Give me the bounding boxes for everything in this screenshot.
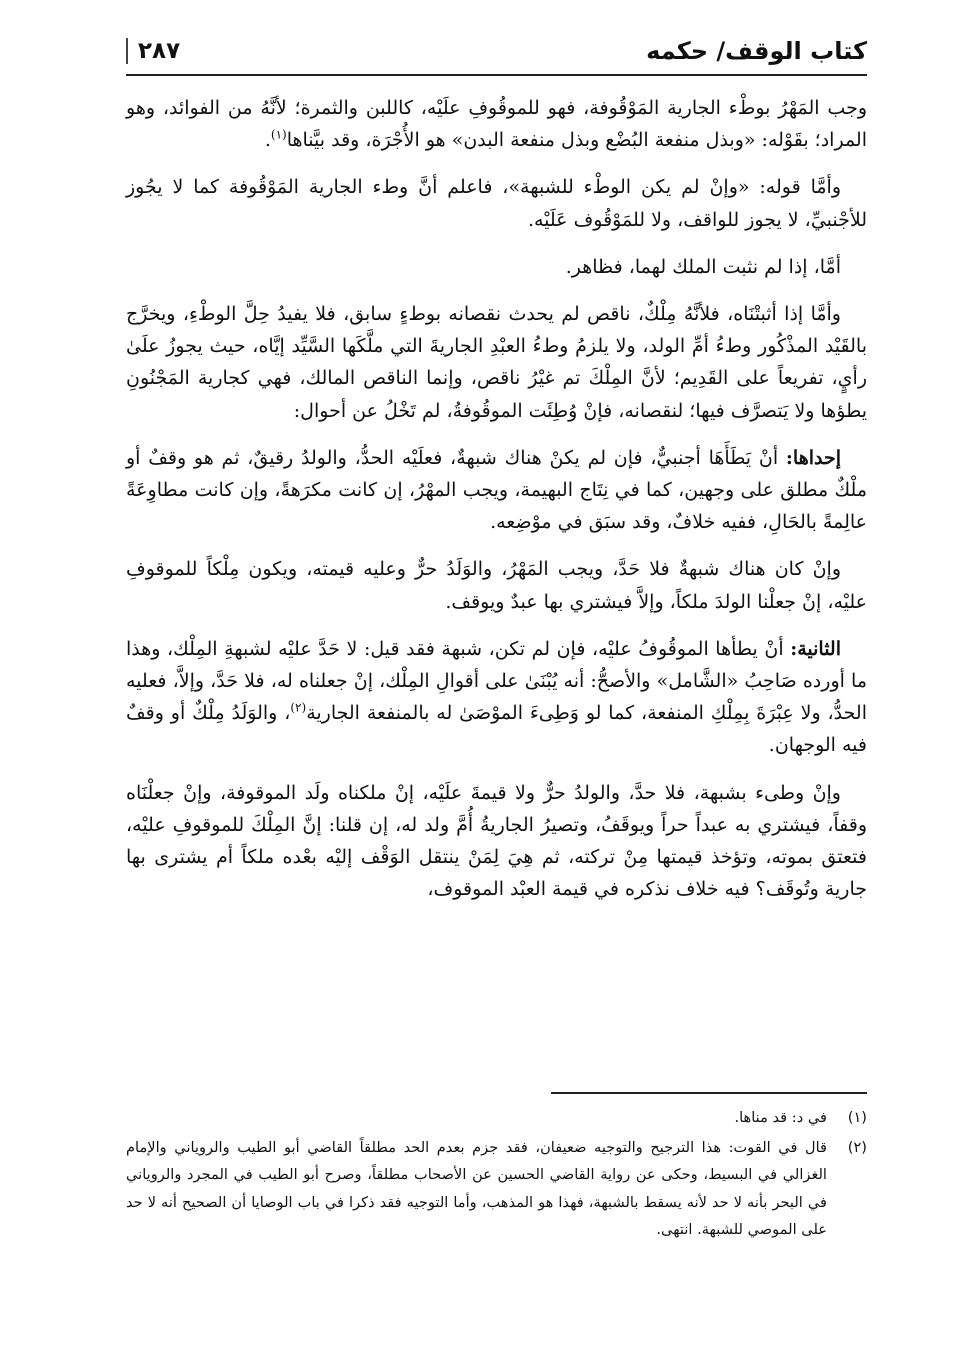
footnote-ref-1[interactable]: (١) [270,127,287,142]
paragraph-7-text: أنْ يطأها الموقُوفُ عليْه، فإن لم تكن، شبهة فقد قيل: لا حَدَّ عليْه لشبهةِ المِلْك، وهذا ما أورده صَاحِبُ «الشَّامل» والأصحُّ: أنه يُبْنَىٰ على أقوالِ المِلْك، إنْ جعلناه له، فلا حَدَّ، وإلاَّ، فعليه الحدُّ، ولا عِبْرَةَ بِمِلْكِ المنفعة، كما لو وَطِىءَ الموْصَىٰ له بالمنفعة الجارية [126,637,867,725]
paragraph-7-lead: الثانية: [790,637,841,660]
footnote-ref-2[interactable]: (٢) [290,700,307,715]
paragraph-4 [126,298,867,427]
paragraph-6-text: وإنْ كان هناك شبهةٌ فلا حَدَّ، ويجب المَهْرُ، والوَلَدُ حرٌّ وعليه قيمته، ويكون مِلْكاً للموقوفِ عليْه، إنْ جعلْنا الولدَ ملكاً، وإلاَّ فيشتري بها عبدٌ ويوقف. [126,558,867,613]
paragraph-5-lead: إحداها: [785,446,841,469]
header-rule [126,74,867,76]
paragraph-8-text: وإنْ وطىء بشبهة، فلا حدَّ، والولدُ حرٌّ ولا قيمةَ علَيْه، إنْ ملكناه ولَد الموقوفة، وإنْ جعلْنَاه وقفاً، فيشتري به عبداً حراً ويوقَفُ، وتصيرُ الجاريةُ أُمَّ ولد له، إن قلنا: إنَّ المِلْكَ للموقوفِ عليْه، فتعتق بموته، وتؤخذ قيمتها مِنْ تركته، ثم هِيَ لِمَنْ ينتقل الوَقْف إليْه بعْده ملكاً أم يشترى بها جارية وتُوقَف؟ فيه خلاف نذكره في قيمة العبْد الموقوف، [126,781,867,901]
footnote-1 [126,1104,867,1132]
page-header [126,30,867,72]
running-title: كتاب الوقف/ حكمه [646,37,867,65]
paragraph-8 [126,777,867,906]
footnote-text: في د: قد مناها. [734,1109,827,1126]
footnote-number: (١) [847,1109,867,1126]
footnotes [126,1104,867,1246]
paragraph-2-text: وأمَّا قوله: «وإنْ لم يكن الوطْء للشبهة»، فاعلم أنَّ وطء الجارية المَوْقُوفة كما لا يجُوز للأجْنبيِّ، لا يجوز للواقف، ولا للمَوْقُوف عَلَيْه. [126,176,867,231]
paragraph-1 [126,92,867,156]
page-number: ٢٨٧ [126,38,180,64]
paragraph-3-text: أمَّا، إذا لم نثبت الملك لهما، فظاهر. [565,255,841,278]
paragraph-4-text: وأمَّا إذا أثبتْنَاه، فلأنَّهُ مِلْكٌ، ناقص لم يحدث نقصانه بوطءٍ سابق، فلا يفيدُ حِلَّ الوطْءِ، ويخرَّج بالقَيْد المذْكُور وطءُ أمِّ الولد، ولا يلزمُ وطءُ العبْدِ الجاريةَ التي ملَّكَها السَّيِّد إيَّاه، حيث يجوزُ علَىٰ رأيٍ، تفريعاً على القَدِيم؛ لأنَّ المِلْكَ تم غيْرُ ناقص، وإنما الناقص المالك، فهي كجارية المَجْنُونِ يطؤها ولا يَتصرَّف فيها؛ لنقصانه، فإنْ وُطِئَت الموقُوفةُ، لم تَخْلُ عن أحوال: [126,303,867,422]
paragraph-1-text: وجب المَهْرُ بوطْء الجارية المَوْقُوفة، فهو للموقُوفِ علَيْه، كاللبن والثمرة؛ لأنَّهُ من الفوائد، وهو المراد؛ بقَوْله: «وبذل منفعة البُضْع وبذل منفعة البدن» هو الأُجْرَة، وقد بيَّناها [126,97,867,152]
paragraph-6 [126,553,867,617]
paragraph-7-end: ، والوَلَدُ مِلْكٌ أو وقفٌ فيه الوجهان. [126,702,867,757]
paragraph-2 [126,171,867,235]
paragraph-3 [126,251,867,283]
paragraph-1-end: . [264,129,271,152]
paragraph-5-text: أنْ يَطَأَهَا أجنبيٌّ، فإن لم يكنْ هناك شبهةٌ، فعلَيْه الحدُّ، والولدُ رقيقٌ، ثم هو وقفٌ أو ملْكٌ مطلق على وجهين، كما في نِتَاج البهيمة، ويجب المهْرُ، إن كانت مكرَهةً، وإن كانت مطاوِعَةً عالِمةً بالحَالِ، ففيه خلافٌ، وقد سبَق في موْضِعه. [126,446,867,534]
main-text [126,92,867,920]
footnote-2 [126,1134,867,1244]
footnote-text: قال في القوت: هذا الترجيح والتوجيه ضعيفان، فقد جزم بعدم الحد مطلقاً القاضي أبو الطيب والروياني والإمام الغزالي في البسيط، وحكى عن رواية القاضي الحسين عن الأصحاب مطلقاً، وصرح أبو الطيب في المجرد والروياني في البحر بأنه لا حد لأنه يسقط بالشبهة، فهذا هو المذهب، وأما التوجيه فقد ذكرا في باب الوصايا أن الصحيح أنه لا حد على الموصي للشبهة. انتهى. [126,1138,827,1238]
paragraph-5 [126,442,867,539]
paragraph-7 [126,633,867,762]
footnote-separator [551,1092,867,1094]
footnote-number: (٢) [847,1138,867,1156]
